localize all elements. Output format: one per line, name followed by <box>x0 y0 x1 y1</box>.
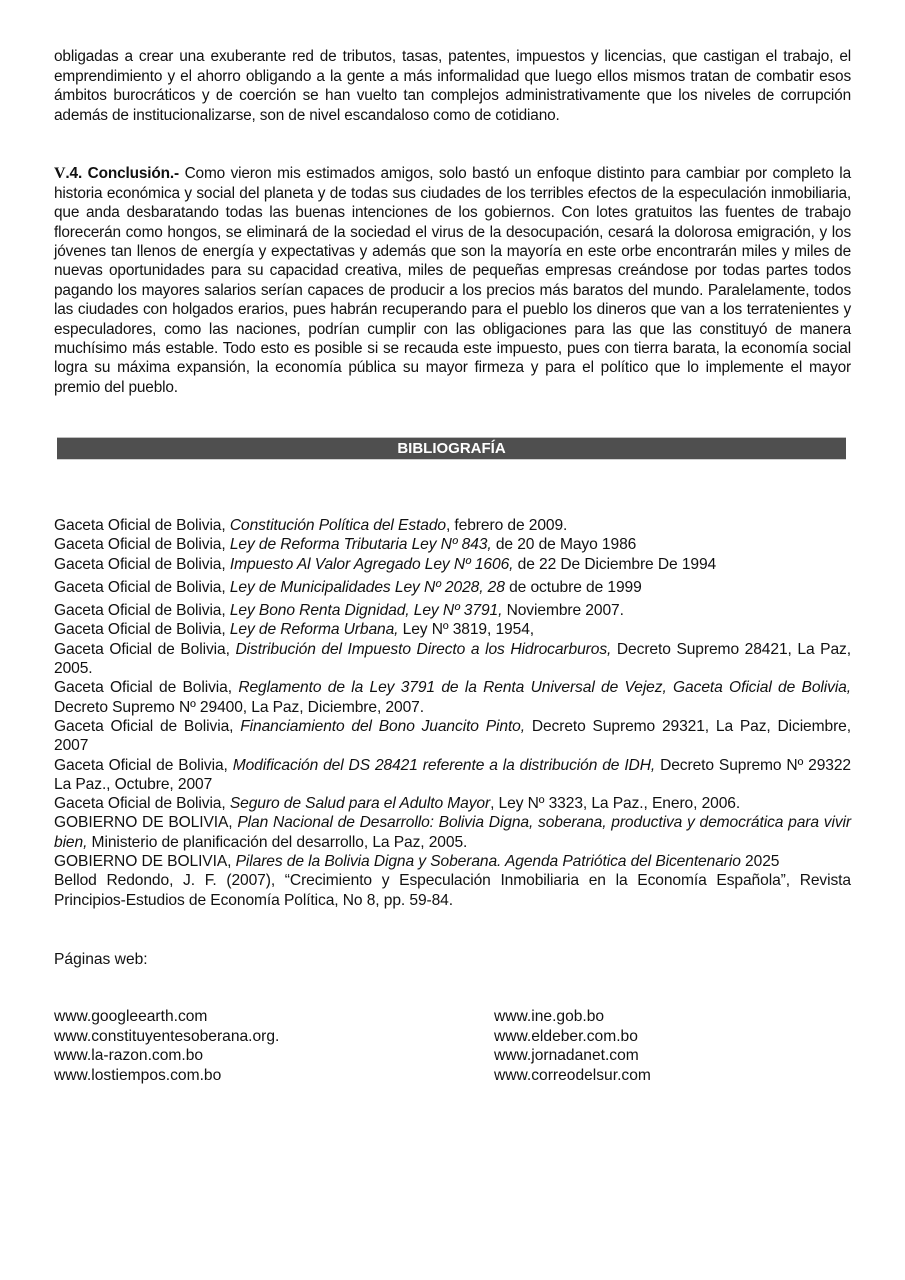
bib-title: Financiamiento del Bono Juancito Pinto, <box>240 717 525 735</box>
bib-entry <box>54 555 851 574</box>
websites-label: Páginas web: <box>54 951 148 968</box>
bib-entry <box>54 620 851 639</box>
bib-author: Bellod Redondo, J. F. (2007), “Crecimiento y Especulación Inmobiliaria en la Economía Española”, Revista Principios-Estudios de Economía Política, No 8, pp. 59-84. <box>54 872 851 909</box>
bibliography-list <box>54 516 851 910</box>
website-link[interactable]: www.ine.gob.bo <box>494 1008 605 1025</box>
bib-entry <box>54 516 851 535</box>
bib-title: Modificación del DS 28421 referente a la distribución de IDH, <box>232 756 656 774</box>
bib-details: Decreto Supremo Nº 29400, La Paz, Diciembre, 2007. <box>54 698 424 716</box>
bib-title: Distribución del Impuesto Directo a los Hidrocarburos, <box>235 640 612 658</box>
bib-title: Ley de Reforma Urbana, <box>229 621 399 639</box>
bib-entry <box>54 852 851 871</box>
bib-entry <box>54 871 851 910</box>
bib-entry <box>54 640 851 679</box>
section-number: V <box>54 165 66 183</box>
conclusion-text: Como vieron mis estimados amigos, solo bastó un enfoque distinto para cambiar por completo la historia económica y social del planeta y de todas sus ciudades de los terribles efectos de la especulación inmobiliaria, que anda desbaratando todas las buenas intenciones de los gobiernos. Con lotes gratuitos las fuentes de trabajo florecerán como hongos, se eliminará de la sociedad el virus de la desocupación, cesará la dolorosa emigración, y los jóvenes tan llenos de energía y expectativas y además que son la mayoría en este orbe encontrarán miles y miles de nuevas oportunidades para su capacidad creativa, miles de pequeñas empresas creándose por todas partes todos pagando los mayores salarios serían capaces de producir a los precios más baratos del mundo. Paralelamente, todos las ciudades con holgados erarios, pues habrán recuperando para el pueblo los dineros que van a los terratenientes y especuladores, como las naciones, podrían cumplir con las obligaciones para las que las constituyó de manera muchísimo más estable. Todo esto es posible si se recauda este impuesto, pues con tierra barata, la economía social logra su máxima expansión, la economía pública su mayor firmeza y para el político que lo implemente el mayor premio del pueblo. <box>54 165 851 396</box>
bib-details: , Ley Nº 3323, La Paz., Enero, 2006. <box>490 795 741 813</box>
bib-details: de 22 De Diciembre De 1994 <box>513 555 717 573</box>
websites-right-column <box>494 1007 651 1085</box>
bib-details: de octubre de 1999 <box>504 578 642 596</box>
conclusion-heading: .4. Conclusión.- <box>65 165 180 183</box>
website-link[interactable]: www.constituyentesoberana.org. <box>54 1027 280 1045</box>
bib-entry <box>54 678 851 717</box>
bib-entry <box>54 756 851 795</box>
bib-author: Gaceta Oficial de Bolivia, <box>54 756 233 774</box>
bib-entry <box>54 794 851 813</box>
bib-details: Ley Nº 3819, 1954, <box>398 621 534 639</box>
bib-details: Decreto Supremo Nº 29322 La Paz., Octubre, 2007 <box>54 756 851 793</box>
website-link[interactable]: www.eldeber.com.bo <box>494 1027 638 1045</box>
bib-entry <box>54 717 851 756</box>
bib-author: Gaceta Oficial de Bolivia, <box>54 640 236 658</box>
website-link[interactable]: www.googleearth.com <box>54 1008 208 1025</box>
bib-author: GOBIERNO DE BOLIVIA, <box>54 814 238 832</box>
paragraph-conclusion <box>54 164 851 397</box>
bib-author: Gaceta Oficial de Bolivia, <box>54 517 230 534</box>
bibliography-heading: BIBLIOGRAFÍA <box>57 437 846 460</box>
website-link[interactable]: www.jornadanet.com <box>494 1047 639 1064</box>
website-link[interactable]: www.la-razon.com.bo <box>54 1047 204 1064</box>
bib-title: Reglamento de la Ley 3791 de la Renta Universal de Vejez, Gaceta Oficial de Bolivia, <box>238 679 851 697</box>
bib-author: GOBIERNO DE BOLIVIA, <box>54 853 236 871</box>
bib-author: Gaceta Oficial de Bolivia, <box>54 717 241 735</box>
websites-left-column <box>54 1007 279 1085</box>
bib-author: Gaceta Oficial de Bolivia, <box>54 555 230 573</box>
paragraph-intro: obligadas a crear una exuberante red de tributos, tasas, patentes, impuestos y licencias, que castigan el trabajo, el emprendimiento y el ahorro obligando a la gente a más informalidad que luego ellos mismos tratan de combatir esos ámbitos burocráticos y de coerción se han vuelto tan complejos administrativamente que los niveles de corrupción además de institucionalizarse, son de nivel escandaloso como de cotidiano. <box>54 48 851 124</box>
bib-title: Plan Nacional de Desarrollo: Bolivia Digna, soberana, productiva y democrática para vivir bien, <box>54 814 851 851</box>
website-link[interactable]: www.correodelsur.com <box>494 1066 651 1084</box>
bib-details: , febrero de 2009. <box>445 517 568 534</box>
bib-title: Ley Bono Renta Dignidad, Ley Nº 3791, <box>229 602 503 620</box>
bib-details: Ministerio de planificación del desarrollo, La Paz, 2005. <box>87 833 468 851</box>
bib-title: Seguro de Salud para el Adulto Mayor <box>229 795 491 813</box>
bib-title: Ley de Municipalidades Ley Nº 2028, 28 <box>229 578 505 596</box>
bib-details: de 20 de Mayo 1986 <box>491 536 637 554</box>
bib-entry <box>54 813 851 852</box>
bib-title: Pilares de la Bolivia Digna y Soberana. Agenda Patriótica del Bicentenario <box>235 853 741 871</box>
bib-author: Gaceta Oficial de Bolivia, <box>54 578 230 596</box>
bib-author: Gaceta Oficial de Bolivia, <box>54 602 230 620</box>
bib-details: Noviembre 2007. <box>502 602 624 620</box>
bib-entry <box>54 535 851 554</box>
bib-author: Gaceta Oficial de Bolivia, <box>54 679 239 697</box>
bib-details: Decreto Supremo 29321, La Paz, Diciembre, 2007 <box>54 717 851 755</box>
bib-author: Gaceta Oficial de Bolivia, <box>54 536 230 554</box>
website-link[interactable]: www.lostiempos.com.bo <box>54 1066 222 1084</box>
bib-title: Ley de Reforma Tributaria Ley Nº 843, <box>229 536 492 554</box>
bib-entry <box>54 601 851 620</box>
bib-author: Gaceta Oficial de Bolivia, <box>54 795 230 813</box>
bib-details: Decreto Supremo 28421, La Paz, 2005. <box>54 640 851 678</box>
bib-author: Gaceta Oficial de Bolivia, <box>54 621 230 639</box>
bib-entry <box>54 578 851 597</box>
bib-title: Impuesto Al Valor Agregado Ley Nº 1606, <box>229 555 514 573</box>
bib-title: Constitución Política del Estado <box>229 517 446 534</box>
bib-details: 2025 <box>740 853 780 871</box>
